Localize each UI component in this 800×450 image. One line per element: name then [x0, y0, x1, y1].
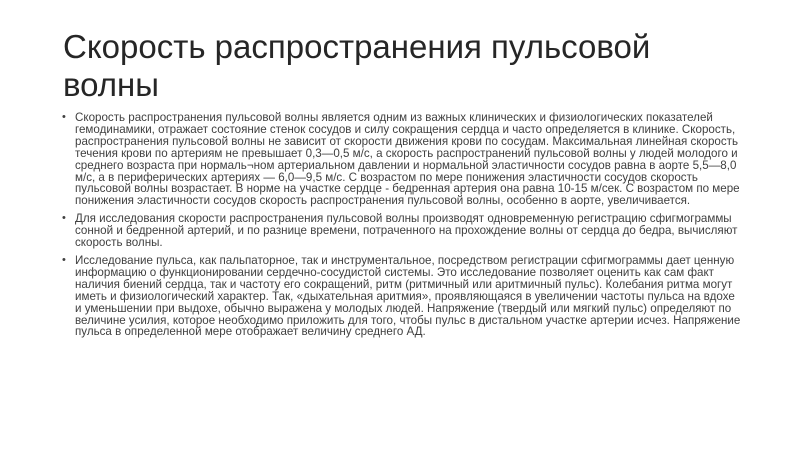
bullet-item — [62, 213, 744, 249]
bullet-marker: • — [62, 212, 66, 225]
bullet-text: Скорость распространения пульсовой волны является одним из важных клинических и физиологических показателей гемодинамики, отражает состояние стенок сосудов и силу сокращения сердца и часто определяется в клинике. Скорость, распространения пульсовой волны не зависит от скорости движения крови по сосудам. Максимальная линейная скорость течения крови по артериям не превышает 0,3—0,5 м/с, а скорость распространений пульсовой волны у людей молодого и среднего возраста при нормаль¬ном артериальном давлении и нормальной эластичности сосудов равна в аорте 5,5—8,0 м/с, а в периферических артериях — 6,0—9,5 м/с. С возрастом по мере понижения эластичности сосудов скорость пульсовой волны возрастает. В норме на участке сердце - бедренная артерия она равна 10-15 м/сек. С возрастом по мере понижения эластичности сосудов скорость распространения пульсовой волны, особенно в аорте, увеличивается. — [75, 111, 740, 208]
bullet-list — [62, 112, 744, 344]
bullet-item — [62, 255, 744, 338]
bullet-marker: • — [62, 253, 66, 266]
bullet-text: Для исследования скорости распространения пульсовой волны производят одновременную регистрацию сфигмограммы сонной и бедренной артерий, и по разнице времени, потраченного на прохождение волны от сердца до бедра, вычисляют скорость волны. — [75, 212, 738, 250]
slide-title: Скорость распространения пульсовой волны — [63, 28, 651, 103]
bullet-text: Исследование пульса, как пальпаторное, так и инструментальное, посредством регистрации сфигмограммы дает ценную информацию о функционировании сердечно-сосудистой системы. Это исследование позволяет оценить как сам факт наличия биений сердца, так и частоту его сокращений, ритм (ритмичный или аритмичный пульс). Колебания ритма могут иметь и физиологический характер. Так, «дыхательная аритмия», проявляющаяся в увеличении частоты пульса на вдохе и уменьшении при выдохе, обычно выражена у молодых людей. Напряжение (твердый или мягкий пульс) определяют по величине усилия, которое необходимо приложить для того, чтобы пульс в дистальном участке артерии исчез. Напряжение пульса в определенной мере отображает величину среднего АД. — [75, 253, 741, 339]
bullet-item — [62, 112, 744, 207]
bullet-marker: • — [62, 111, 66, 123]
